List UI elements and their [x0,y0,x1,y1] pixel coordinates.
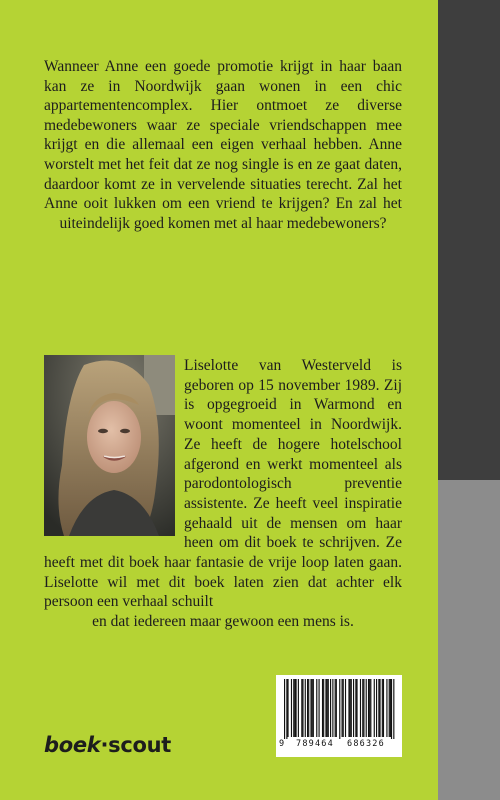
publisher-logo-part2: scout [108,733,172,757]
barcode-bar [291,679,292,737]
barcode-bar [345,679,346,737]
barcode-bar [343,679,344,737]
barcode-bar [293,679,294,737]
barcode-bar [348,679,349,737]
barcode-bar [355,679,356,737]
barcode-bar [305,679,306,737]
barcode-bar [366,679,367,737]
barcode-bar [339,679,340,739]
barcode-bar [332,679,333,737]
barcode-left-digits: 789464 [296,739,334,749]
barcode-bar [363,679,364,737]
barcode-bar [356,679,357,737]
barcode-bar [390,679,391,737]
photo-spacer [44,356,175,537]
barcode-bar [310,679,311,737]
barcode-bar [386,679,387,737]
barcode-bar [368,679,369,737]
spine-dark-panel [438,0,500,480]
barcode-bar [308,679,309,737]
barcode-bar [323,679,324,737]
publisher-logo-part1: boek [44,733,101,757]
barcode-bar [296,679,297,737]
barcode-bar [328,679,329,737]
barcode-bar [382,679,383,737]
barcode-bar [362,679,363,737]
barcode-bar [327,679,328,737]
barcode-bar [298,679,299,737]
barcode-bar [330,679,331,737]
barcode-bar [393,679,394,739]
barcode-bar [335,679,336,737]
author-bio-last-line: en dat iedereen maar gewoon een mens is. [92,613,354,631]
author-bio-text: Liselotte van Westerveld is geboren op 15 november 1989. Zij is opgegroeid in Warmond en woont momenteel in Noordwijk. Ze heeft de hogere hotelschool afgerond en werkt momenteel als parodontologisch preventie assistente. Ze heeft veel inspiratie gehaald uit de mensen om haar heen om dit boek te schrijven. Ze heeft met dit boek haar fantasie de vrije loop laten gaan. Liselotte wil met dit boek laten zien dat achter elk persoon een verhaal schuilt [44,357,402,611]
barcode-bar [342,679,343,737]
barcode-bar [389,679,390,737]
blurb-text: Wanneer Anne een goede promotie krijgt in haar baan kan ze in Noordwijk gaan wonen in een chic appartementencomplex. Hier ontmoet ze diverse medebewoners waar ze speciale vriendschappen mee krijgt en die allemaal een eigen verhaal hebben. Anne worstelt met het feit dat ze nog single is en ze gaat daten, daardoor komt ze in vervelende situaties terecht. Zal het Anne ooit lukken om een vriend te krijgen? En zal het uiteindelijk goed komen met al haar medebewoners? [44,58,402,232]
barcode-bar [312,679,313,737]
barcode-bar [302,679,303,737]
barcode-bar [319,679,320,737]
barcode-bar [286,679,287,739]
barcode-bar [379,679,380,737]
barcode-bar [307,679,308,737]
barcode-bar [284,679,285,739]
barcode-bar [294,679,295,737]
barcode-bar [383,679,384,737]
barcode-bar [301,679,302,737]
barcode-bar [336,679,337,737]
barcode-digits [276,739,402,753]
barcode-bars [276,675,402,739]
barcode-bar [360,679,361,737]
barcode-bar [370,679,371,737]
barcode-bar [313,679,314,737]
barcode-lead-digit: 9 [279,739,285,749]
barcode-bar [325,679,326,737]
author-bio [44,356,402,632]
barcode-bar [353,679,354,737]
barcode-bar [287,679,288,737]
barcode-bar [316,679,317,737]
publisher-logo [44,733,171,757]
spine-light-panel [438,480,500,800]
barcode-bar [351,679,352,737]
barcode-bar [376,679,377,737]
isbn-barcode [276,675,402,757]
barcode-bar [374,679,375,737]
barcode-bar [369,679,370,737]
barcode-bar [322,679,323,737]
barcode-bar [378,679,379,737]
barcode-bar [350,679,351,737]
barcode-right-digits: 686326 [347,739,385,749]
publisher-logo-separator: · [100,733,109,757]
barcode-bar [391,679,392,739]
